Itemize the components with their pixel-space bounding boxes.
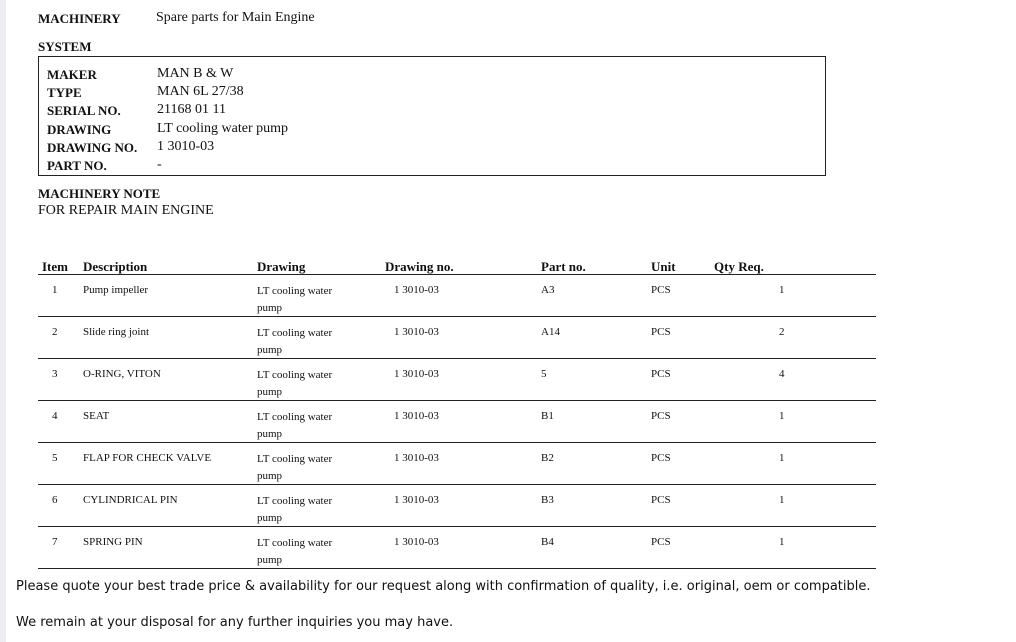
col-part-no: Part no. [541,259,586,274]
machinery-note-label: MACHINERY NOTE [38,186,161,201]
cell-qty: 2 [779,326,785,338]
cell-qty: 1 [779,284,785,296]
cell-drawing: LT cooling water pump [257,453,333,482]
table-row [38,527,876,569]
cell-part-no: B2 [541,452,554,464]
cell-description: SEAT [83,410,110,422]
cell-unit: PCS [651,284,671,296]
cell-drawing: LT cooling water pump [257,495,333,524]
cell-description: Pump impeller [83,284,149,296]
cell-part-no: B1 [541,410,554,422]
cell-drawing-no: 1 3010-03 [394,326,439,338]
table-row [38,275,876,317]
cell-part-no: 5 [541,368,547,380]
cell-drawing-no: 1 3010-03 [394,536,439,548]
cell-drawing-no: 1 3010-03 [394,284,439,296]
table-header [38,259,876,275]
cell-drawing: LT cooling water pump [257,327,333,356]
cell-item: 4 [52,410,58,422]
table-row [38,485,876,527]
cell-unit: PCS [651,494,671,506]
machinery-note-value: FOR REPAIR MAIN ENGINE [38,203,214,218]
cell-description: CYLINDRICAL PIN [83,494,178,506]
cell-part-no: A3 [541,284,555,296]
cell-item: 6 [52,494,58,506]
cell-qty: 1 [779,494,785,506]
cell-part-no: A14 [541,326,560,338]
col-unit: Unit [651,259,676,274]
machinery-label: MACHINERY [38,11,121,26]
cell-drawing: LT cooling water pump [257,285,333,314]
col-drawing-no: Drawing no. [385,259,454,274]
table-row [38,317,876,359]
cell-description: Slide ring joint [83,326,149,338]
cell-part-no: B4 [541,536,554,548]
cell-item: 7 [52,536,58,548]
table-row [38,359,876,401]
cell-drawing-no: 1 3010-03 [394,410,439,422]
info-label: TYPE [47,85,82,100]
cell-unit: PCS [651,452,671,464]
cell-drawing: LT cooling water pump [257,537,333,566]
cell-unit: PCS [651,536,671,548]
info-label: DRAWING NO. [47,140,138,155]
info-value: 21168 01 11 [157,102,226,117]
table-row [38,443,876,485]
cell-drawing: LT cooling water pump [257,369,333,398]
cell-item: 2 [52,326,58,338]
cell-drawing-no: 1 3010-03 [394,452,439,464]
cell-drawing-no: 1 3010-03 [394,368,439,380]
clipped-text-fragment [38,568,338,575]
info-label: DRAWING [47,122,112,137]
cell-description: SPRING PIN [83,536,143,548]
cell-qty: 1 [779,452,785,464]
col-qty: Qty Req. [714,259,764,274]
cell-qty: 1 [779,410,785,422]
cell-item: 1 [52,284,58,296]
info-label: MAKER [47,67,97,82]
col-item: Item [42,259,68,274]
machinery-value: Spare parts for Main Engine [156,10,315,25]
cell-description: O-RING, VITON [83,368,161,380]
cell-unit: PCS [651,410,671,422]
cell-drawing-no: 1 3010-03 [394,494,439,506]
footer-quote-request: Please quote your best trade price & availability for our request along with confirmation of quality, i.e. original, oem or compatible. [16,579,871,594]
cell-qty: 4 [779,368,785,380]
col-drawing: Drawing [257,259,306,274]
info-label: SERIAL NO. [47,103,121,118]
system-label: SYSTEM [38,39,92,54]
info-value: MAN B & W [157,66,234,81]
system-info-box [38,56,826,176]
footer-disposal-note: We remain at your disposal for any further inquiries you may have. [16,615,454,630]
info-value: 1 3010-03 [157,139,215,154]
cell-item: 5 [52,452,58,464]
cell-part-no: B3 [541,494,554,506]
info-value: - [157,157,162,172]
cell-qty: 1 [779,536,785,548]
parts-table-body [38,275,876,569]
info-label: PART NO. [47,158,107,173]
info-value: MAN 6L 27/38 [157,84,244,99]
col-description: Description [83,259,148,274]
cell-drawing: LT cooling water pump [257,411,333,440]
info-value: LT cooling water pump [157,121,289,136]
table-row [38,401,876,443]
cell-unit: PCS [651,368,671,380]
cell-unit: PCS [651,326,671,338]
cell-description: FLAP FOR CHECK VALVE [83,452,212,464]
cell-item: 3 [52,368,58,380]
